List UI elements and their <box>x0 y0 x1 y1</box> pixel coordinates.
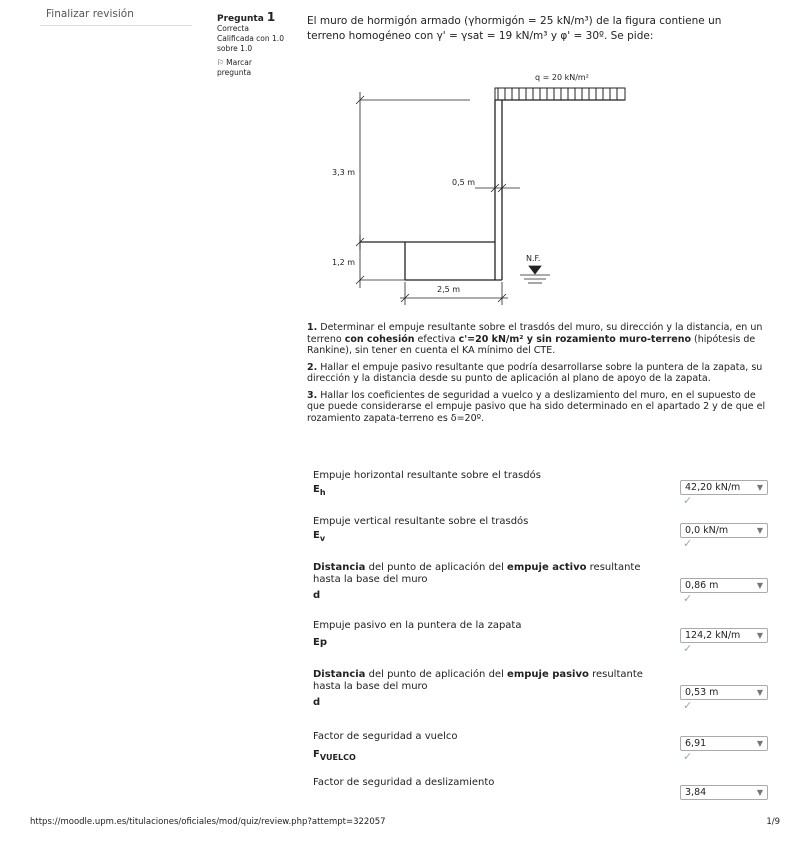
water-table-symbol <box>520 266 550 283</box>
surcharge-load <box>495 88 625 100</box>
answers-list <box>313 470 773 807</box>
thickness-label: 0,5 m <box>452 178 476 187</box>
question-state: Correcta <box>217 24 249 33</box>
part-1: 1. Determinar el empuje resultante sobre el trasdós del muro, su dirección y la distancia, en un terreno con cohesión efectiva c'=20 kN/m² y sin rozamiento muro-terreno (hipótesis de Rankine), sin tener en cuenta el KA mínimo del CTE. <box>307 322 763 356</box>
finish-review-link[interactable]: Finalizar revisión <box>40 6 192 26</box>
answer-row: Factor de seguridad a deslizamiento 3,84 ▼ <box>313 777 773 807</box>
part-2: 2. Hallar el empuje pasivo resultante que podría desarrollarse sobre la puntera de la zapata, su dirección y la distancia desde su punto de aplicación al plano de apoyo de la zapata. <box>307 361 763 384</box>
answer-row: Distancia del punto de aplicación del empuje pasivo resultante hasta la base del muro d 0,53 m ▼ ✓ <box>313 669 773 731</box>
flag-question-link[interactable]: ⚐ Marcar pregunta <box>217 58 252 77</box>
answer-select[interactable]: 0,86 m ▼ <box>680 578 768 593</box>
footing-width-label: 2,5 m <box>437 285 461 294</box>
chevron-down-icon: ▼ <box>756 526 763 535</box>
chevron-down-icon: ▼ <box>756 739 763 748</box>
page-number: 1/9 <box>766 817 780 827</box>
check-icon: ✓ <box>683 699 693 712</box>
wall-figure <box>330 70 640 319</box>
question-parts <box>307 322 775 429</box>
check-icon: ✓ <box>683 592 693 605</box>
question-info <box>217 12 287 78</box>
check-icon: ✓ <box>683 537 693 550</box>
answer-row: Empuje horizontal resultante sobre el trasdós $E_h$ 42,20 kN/m ▼ ✓ <box>313 470 773 516</box>
answer-select[interactable]: 124,2 kN/m ▼ <box>680 628 768 643</box>
chevron-down-icon: ▼ <box>756 581 763 590</box>
check-icon: ✓ <box>683 642 693 655</box>
chevron-down-icon: ▼ <box>756 788 763 797</box>
page-url: https://moodle.upm.es/titulaciones/oficiales/mod/quiz/review.php?attempt=322057 <box>30 817 386 827</box>
answer-row: Distancia del punto de aplicación del empuje activo resultante hasta la base del muro d 0,86 m ▼ ✓ <box>313 562 773 620</box>
height-label: 3,3 m <box>332 168 356 177</box>
chevron-down-icon: ▼ <box>756 483 763 492</box>
question-statement: El muro de hormigón armado (γhormigón = 25 kN/m³) de la figura contiene un terreno homogéneo con γ' = γsat = 19 kN/m³ y φ' = 30º. Se pide: <box>307 15 722 42</box>
check-icon: ✓ <box>683 750 693 763</box>
load-label: q = 20 kN/m² <box>535 73 589 82</box>
answer-select[interactable]: 6,91 ▼ <box>680 736 768 751</box>
answer-row: Empuje vertical resultante sobre el trasdós $E_v$ 0,0 kN/m ▼ ✓ <box>313 516 773 562</box>
question-number: Pregunta 1 <box>217 10 276 24</box>
water-label: N.F. <box>526 254 541 263</box>
chevron-down-icon: ▼ <box>756 688 763 697</box>
question-grade: Calificada con 1.0 sobre 1.0 <box>217 34 284 53</box>
chevron-down-icon: ▼ <box>756 631 763 640</box>
answer-row: Factor de seguridad a vuelco $F_{VUELCO}$ 6,91 ▼ ✓ <box>313 731 773 777</box>
print-footer <box>30 817 780 827</box>
answer-select[interactable]: 0,0 kN/m ▼ <box>680 523 768 538</box>
part-3: 3. Hallar los coeficientes de seguridad a vuelco y a deslizamiento del muro, en el supuesto de que puede considerarse el empuje pasivo que ha sido determinado en el apartado 2 y de que el rozamiento zapata-terreno es δ=20º. <box>307 389 766 424</box>
answer-row: Empuje pasivo en la puntera de la zapata Ep 124,2 kN/m ▼ ✓ <box>313 620 773 669</box>
check-icon: ✓ <box>683 494 693 507</box>
answer-select[interactable]: 0,53 m ▼ <box>680 685 768 700</box>
flag-icon: ⚐ <box>217 58 224 67</box>
footing-height-label: 1,2 m <box>332 258 356 267</box>
answer-select[interactable]: 42,20 kN/m ▼ <box>680 480 768 495</box>
answer-select[interactable]: 3,84 ▼ <box>680 785 768 800</box>
